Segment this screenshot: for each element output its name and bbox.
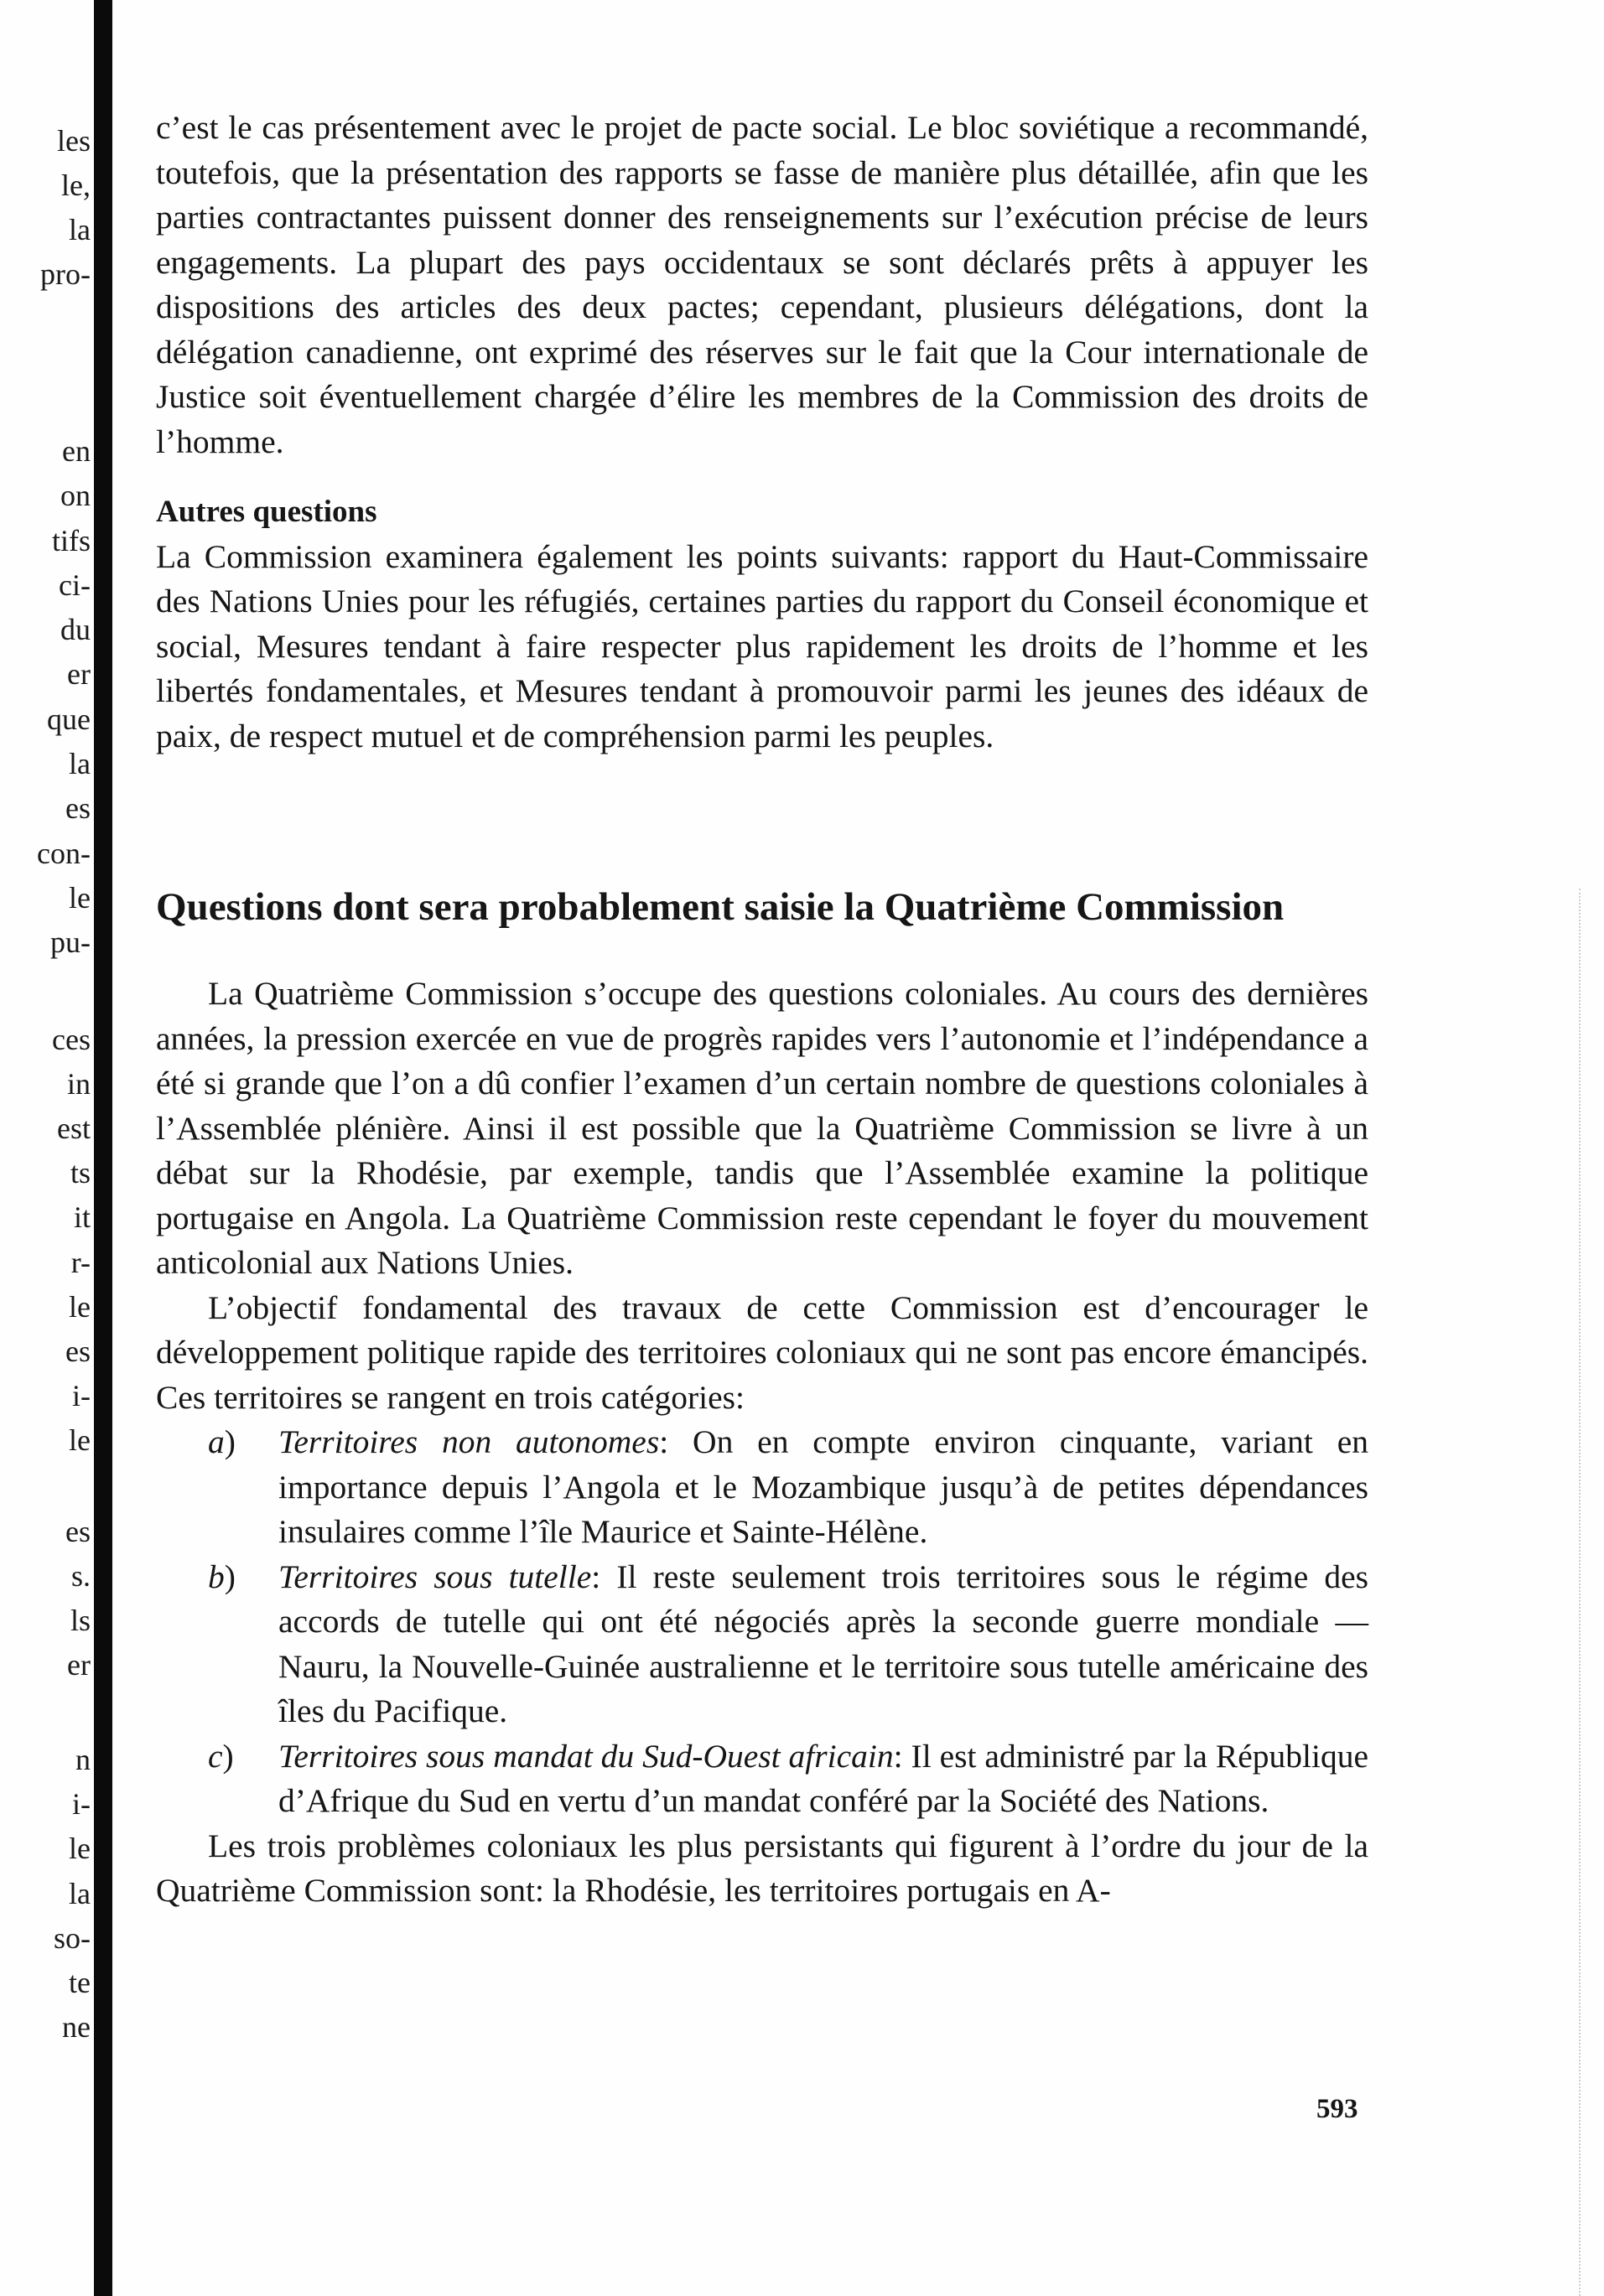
facing-page-fragment: i-	[72, 1379, 91, 1412]
paragraph-objectif: L’objectif fondamental des travaux de cette Commission est d’encourager le développement politique rapide des territoires coloniaux qui ne sont pas encore émancipés. Ces territoires se rangent en trois catégories:	[156, 1288, 1368, 1416]
facing-page-fragment: on	[60, 479, 91, 512]
facing-page-fragment: est	[57, 1112, 91, 1145]
facing-page-fragment: ces	[52, 1023, 91, 1056]
paragraph-coloniales: La Quatrième Commission s’occupe des questions coloniales. Au cours des dernières années, la pression exercée en vue de progrès rapides vers l’autonomie et l’indépendance a été si grande que l’on a dû confier l’examen d’un certain nombre de questions coloniales à l’Assemblée plénière. Ainsi il est possible que la Quatrième Commission se livre à un débat sur la Rhodésie, par exemple, tandis que l’Assemblée examine la politique portugaise en Angola. La Quatrième Commission reste cependant le foyer du mouvement anticolonial aux Nations Unies.	[156, 975, 1368, 1281]
list-item-term: Territoires sous tutelle	[278, 1557, 592, 1595]
facing-page-fragment: le	[69, 1290, 91, 1324]
facing-page-fragment: er	[67, 1648, 91, 1682]
subheading-autres-questions: Autres questions	[156, 495, 377, 529]
facing-page-fragment: ls	[70, 1604, 91, 1637]
list-item-c	[208, 1734, 1368, 1824]
facing-page-fragment: r-	[70, 1246, 91, 1279]
facing-page-fragment: pu-	[50, 925, 91, 959]
facing-page-fragment: i-	[72, 1787, 91, 1821]
facing-page-fragment: que	[47, 702, 91, 736]
facing-page-fragment: ci-	[59, 568, 91, 602]
facing-page-fragment: es	[65, 791, 91, 825]
list-item-term: Territoires non autonomes	[278, 1423, 660, 1460]
section-heading-quatrieme-commission: Questions dont sera probablement saisie la Quatrième Commission	[156, 885, 1285, 929]
facing-page-fragment: en	[62, 434, 91, 468]
page-number: 593	[1316, 2094, 1358, 2124]
facing-page-fragment: la	[69, 213, 91, 246]
list-marker: a)	[208, 1423, 236, 1460]
facing-page-fragment: le	[69, 1832, 91, 1865]
list-item-text: Territoires sous tutelle: Il reste seulement trois territoires sous le régime des accords de tutelle qui ont été négociés après la seconde guerre mondiale — Nauru, la Nouvelle-Guinée australienne et le territoire sous tutelle américaine des îles du Pacifique.	[278, 1557, 1368, 1729]
facing-page-fragment: con-	[37, 837, 91, 870]
facing-page-fragment: le,	[61, 168, 91, 202]
list-item-a	[208, 1420, 1368, 1555]
facing-page-fragment: les	[57, 124, 91, 158]
facing-page-fragment: ts	[70, 1156, 91, 1189]
facing-page-fragment: es	[65, 1335, 91, 1368]
page-content	[156, 106, 1368, 1914]
paragraph-problemes-coloniaux: Les trois problèmes coloniaux les plus persistants qui figurent à l’ordre du jour de la Quatrième Commission sont: la Rhodésie, les territoires portugais en A-	[156, 1827, 1368, 1909]
facing-page-fragment: ne	[62, 2010, 91, 2044]
facing-page-fragment: s.	[70, 1559, 91, 1593]
facing-page-fragment: le	[69, 881, 91, 915]
facing-page-fragment: er	[67, 657, 91, 691]
facing-page-fragment: in	[66, 1067, 91, 1101]
list-marker: c)	[208, 1737, 234, 1775]
list-item-text: Territoires non autonomes: On en compte environ cinquante, variant en importance depuis l’Angola et le Mozambique jusqu’à de petites dépendances insulaires comme l’île Maurice et Sainte-Hélène.	[278, 1423, 1368, 1550]
list-item-text: Territoires sous mandat du Sud-Ouest africain: Il est administré par la République d’Afrique du Sud en vertu d’un mandat conféré par la Société des Nations.	[278, 1737, 1368, 1819]
paragraph-continued: c’est le cas présentement avec le projet de pacte social. Le bloc soviétique a recommandé, toutefois, que la présentation des rapports se fasse de manière plus détaillée, afin que les parties contractantes puissent donner des renseignements sur l’exécution précise de leurs engagements. La plupart des pays occidentaux se sont déclarés prêts à appuyer les dispositions des articles des deux pactes; cependant, plusieurs délégations, dont la délégation canadienne, ont exprimé des réserves sur le fait que la Cour internationale de Justice soit éventuellement chargée d’élire les membres de la Commission des droits de l’homme.	[156, 109, 1368, 460]
facing-page-fragment: te	[69, 1966, 91, 1999]
book-gutter	[94, 0, 112, 2296]
list-marker: b)	[208, 1557, 236, 1595]
territory-list	[156, 1420, 1368, 1824]
facing-page-fragment: du	[60, 613, 91, 646]
facing-page-fragment: pro-	[40, 257, 91, 291]
facing-page-fragment: it	[73, 1200, 91, 1234]
facing-page-fragment: es	[65, 1515, 91, 1548]
facing-page-fragment: la	[69, 1877, 91, 1910]
list-item-term: Territoires sous mandat du Sud-Ouest africain	[278, 1737, 894, 1775]
list-item-b	[208, 1555, 1368, 1734]
facing-page-fragment: n	[75, 1743, 91, 1776]
facing-page-fragment: so-	[54, 1921, 91, 1955]
paragraph-autres-questions: La Commission examinera également les points suivants: rapport du Haut-Commissaire des Nations Unies pour les réfugiés, certaines parties du rapport du Conseil économique et social, Mesures tendant à faire respecter plus rapidement les droits de l’homme et les libertés fondamentales, et Mesures tendant à promouvoir parmi les jeunes des idéaux de paix, de respect mutuel et de compréhension parmi les peuples.	[156, 537, 1368, 754]
facing-page-margin	[0, 0, 94, 2296]
facing-page-fragment: le	[69, 1423, 91, 1457]
facing-page-fragment: tifs	[51, 524, 91, 557]
page-edge	[1579, 889, 1582, 2296]
facing-page-fragment: la	[69, 747, 91, 780]
